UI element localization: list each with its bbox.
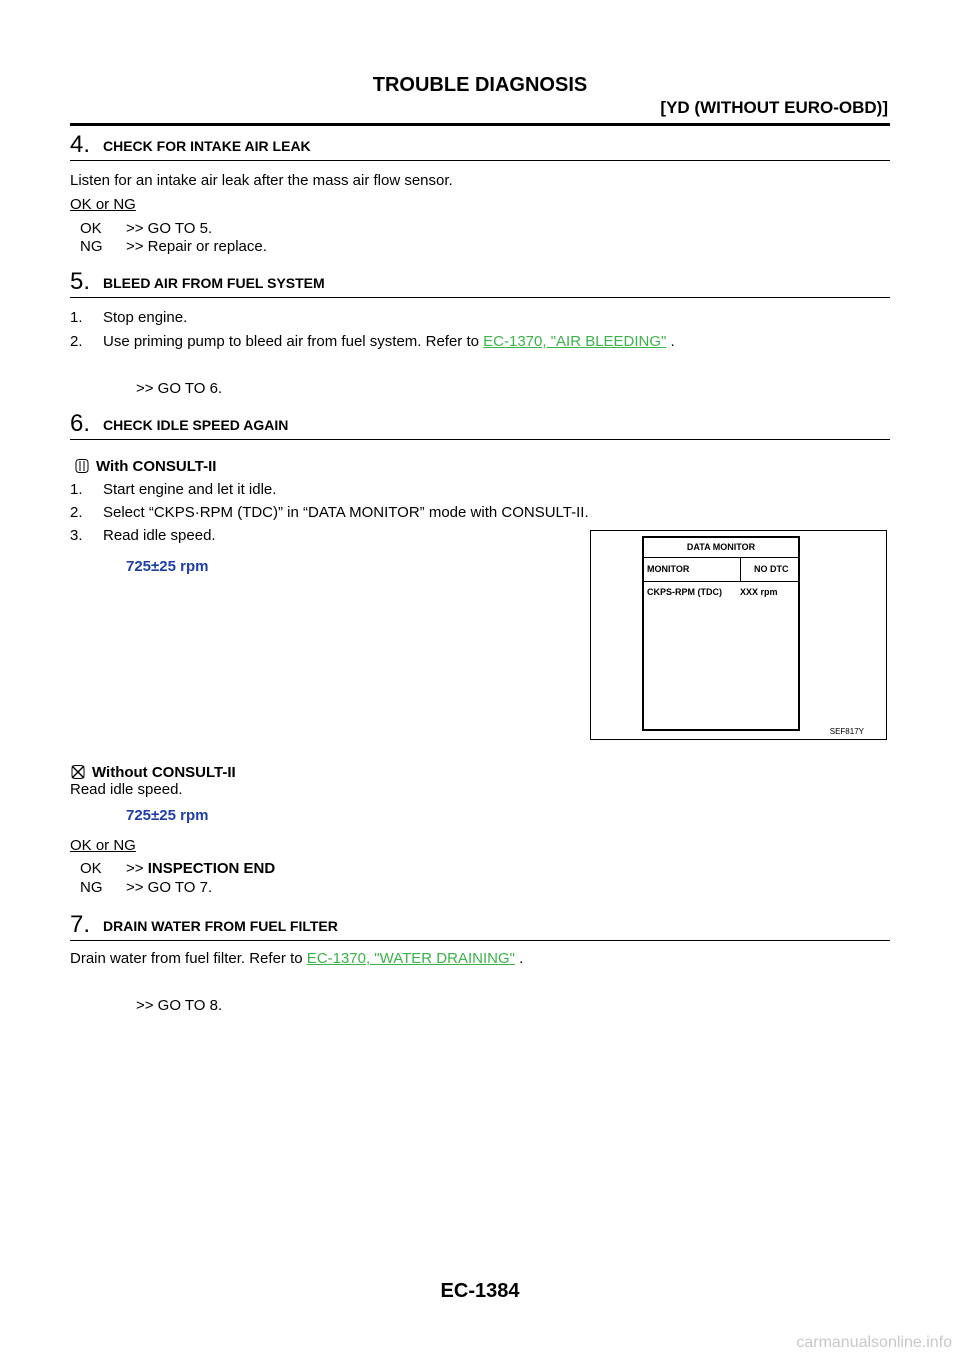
step-4-heading [70,130,890,161]
without-consult-label: Without CONSULT-II [70,764,236,784]
ok-result-row: OK >> GO TO 5. [80,220,213,237]
step-number: 5. [70,268,91,295]
screen-row: CKPS-RPM (TDC) XXX rpm [647,587,778,597]
watermark: carmanualsonline.info [796,1334,952,1351]
step-5-heading [70,267,890,298]
goto-step-8: >> GO TO 8. [136,997,223,1014]
air-bleeding-link[interactable]: EC-1370, "AIR BLEEDING" [483,333,667,350]
with-consult-label: With CONSULT-II [74,458,216,478]
list-item: 1. Stop engine. [70,309,188,326]
screen-header: DATA MONITOR [644,538,798,558]
idle-speed-spec: 725±25 rpm [126,807,209,824]
page-number: EC-1384 [440,1280,520,1302]
step-number: 6. [70,410,91,437]
step-4-text: Listen for an intake air leak after the mass air flow sensor. [70,172,453,189]
ok-or-ng-label: OK or NG [70,196,136,213]
data-monitor-figure [590,530,887,740]
list-item: 2. Use priming pump to bleed air from fuel system. Refer to EC-1370, "AIR BLEEDING" . [70,333,675,350]
section-subtitle: [YD (WITHOUT EURO-OBD)] [660,98,888,117]
ok-result-row: OK >> INSPECTION END [80,860,276,877]
step-number: 7. [70,911,91,938]
consult-tester-icon [74,459,90,478]
step-7-text: Drain water from fuel filter. Refer to EC-1370, "WATER DRAINING" . [70,950,524,967]
step-title: CHECK IDLE SPEED AGAIN [103,417,289,433]
step-7-heading [70,910,890,941]
water-draining-link[interactable]: EC-1370, "WATER DRAINING" [306,950,515,967]
screen-columns: MONITOR NO DTC [644,558,798,582]
read-idle-speed-text: Read idle speed. [70,781,183,798]
ok-or-ng-label: OK or NG [70,837,136,854]
header-rule [70,123,890,126]
step-title: BLEED AIR FROM FUEL SYSTEM [103,275,325,291]
list-item: 2. Select “CKPS·RPM (TDC)” in “DATA MONITOR” mode with CONSULT-II. [70,504,589,521]
data-monitor-screen [642,536,800,731]
list-item: 3. Read idle speed. [70,527,216,544]
list-item: 1. Start engine and let it idle. [70,481,277,498]
ng-result-row: NG >> Repair or replace. [80,238,267,255]
idle-speed-spec: 725±25 rpm [126,558,209,575]
step-number: 4. [70,131,91,158]
page-title: TROUBLE DIAGNOSIS [372,74,588,96]
step-title: DRAIN WATER FROM FUEL FILTER [103,918,338,934]
ng-result-row: NG >> GO TO 7. [80,879,213,896]
step-title: CHECK FOR INTAKE AIR LEAK [103,138,311,154]
goto-step-6: >> GO TO 6. [136,380,223,397]
step-6-heading [70,409,890,440]
figure-id: SEF817Y [829,727,864,736]
